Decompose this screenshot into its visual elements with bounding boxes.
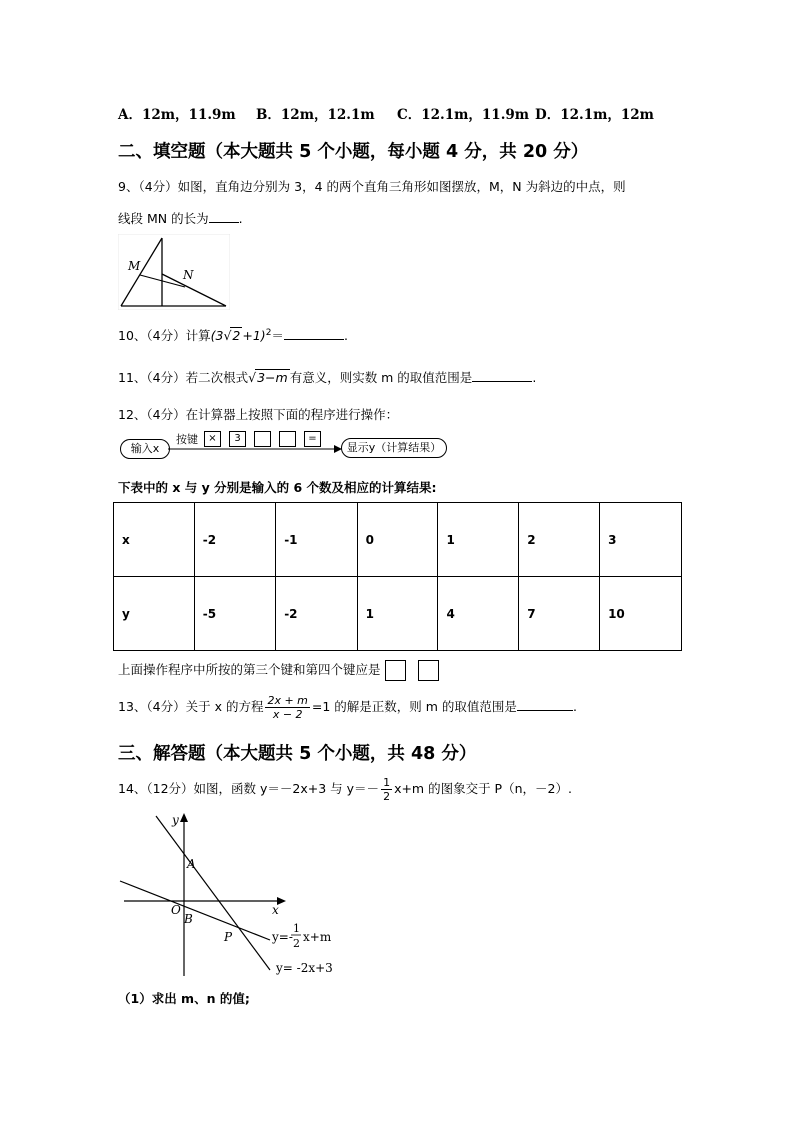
- cell-y-0: y: [114, 577, 195, 651]
- q9-figure: [118, 234, 230, 310]
- cell-x-2: -1: [276, 503, 357, 577]
- cell-y-5: 7: [519, 577, 600, 651]
- label-o: O: [171, 903, 181, 917]
- q10-answer-blank: [284, 327, 344, 340]
- q12-answer: [118, 660, 439, 681]
- q10-expr-close: +1): [242, 328, 266, 343]
- label-line1-den: 2: [293, 937, 300, 950]
- option-d: D．12.1m，12m: [535, 107, 654, 123]
- q12-table: [113, 502, 682, 651]
- label-y-axis: y: [172, 813, 179, 827]
- label-line1-a: y=-: [272, 930, 293, 944]
- q12-answer-box-1: [385, 660, 406, 681]
- q11-root-sign: √: [248, 370, 257, 385]
- q12-text: 12、（4分）在计算器上按照下面的程序进行操作：: [118, 407, 399, 422]
- q9-label-n: N: [183, 268, 194, 282]
- options-row: [118, 103, 654, 123]
- q10-equals: ＝: [271, 328, 284, 343]
- q14-text-b: x+m 的图象交于 P（n，－2）.: [394, 781, 572, 796]
- table-row-y: [114, 577, 682, 651]
- label-p: P: [224, 930, 233, 944]
- q13-text: 13、（4分）关于 x 的方程: [118, 699, 264, 714]
- q10-expr-open: (3: [210, 328, 224, 343]
- q9-line2: [118, 209, 243, 227]
- cell-x-1: -2: [194, 503, 275, 577]
- table-row-x: [114, 503, 682, 577]
- label-line1-num: 1: [293, 922, 300, 935]
- q13: [118, 694, 577, 721]
- q12-key-1: ×: [204, 431, 221, 447]
- q9-label-m: M: [128, 259, 141, 273]
- q13-frac-num: 2x + m: [267, 694, 308, 707]
- q9-answer-blank: [209, 210, 239, 223]
- line-y-neg2x-plus3: [156, 816, 270, 970]
- q12-answer-box-2: [418, 660, 439, 681]
- q11-end: .: [532, 370, 537, 385]
- q9-hypotenuse-right: [162, 274, 226, 306]
- y-axis-arrow: [180, 813, 188, 822]
- q10-text: 10、（4分）计算: [118, 328, 211, 343]
- q14-text-a: 14、（12分）如图，函数 y＝－2x+3 与 y＝－: [118, 781, 380, 796]
- cell-x-3: 0: [357, 503, 438, 577]
- q10-root-sign: √: [223, 328, 232, 343]
- cell-x-5: 2: [519, 503, 600, 577]
- q14-frac-num: 1: [383, 776, 391, 789]
- cell-y-2: -2: [276, 577, 357, 651]
- q12-desc: 下表中的 x 与 y 分别是输入的 6 个数及相应的计算结果:: [118, 480, 437, 495]
- label-line1-b: x+m: [303, 930, 332, 944]
- option-c: C．12.1m，11.9m: [397, 107, 530, 123]
- cell-x-4: 1: [438, 503, 519, 577]
- q11: [118, 368, 536, 386]
- cell-x-0: x: [114, 503, 195, 577]
- q10-end: .: [343, 328, 348, 343]
- q13-end: .: [572, 699, 577, 714]
- q11-text: 11、（4分）若二次根式: [118, 370, 249, 385]
- q9-end: .: [238, 211, 243, 226]
- line-y-neghalf-x-plus-m: [120, 881, 270, 940]
- q13-answer-blank: [517, 698, 573, 711]
- q12-press-label: 按键: [176, 433, 198, 446]
- q11-text2: 有意义，则实数 m 的取值范围是: [289, 370, 473, 385]
- q12-key-3: [254, 431, 271, 447]
- q13-fraction: [265, 694, 309, 721]
- q12-key-5: =: [304, 431, 321, 447]
- section-2-title: 二、填空题（本大题共 5 个小题，每小题 4 分，共 20 分）: [118, 142, 589, 162]
- q11-answer-blank: [472, 369, 532, 382]
- option-a: A．12m，11.9m: [118, 107, 236, 123]
- q10: [118, 326, 348, 344]
- q12-input-pill: 输入x: [120, 439, 170, 459]
- q12-key-4: [279, 431, 296, 447]
- q14-frac-den: 2: [383, 790, 391, 803]
- q11-radicand: 3−m: [257, 370, 288, 385]
- section-3-title: 三、解答题（本大题共 5 个小题，共 48 分）: [118, 744, 477, 764]
- cell-y-3: 1: [357, 577, 438, 651]
- label-line2: y= -2x+3: [276, 961, 333, 975]
- cell-y-6: 10: [600, 577, 682, 651]
- q13-frac-den: x − 2: [272, 708, 303, 721]
- cell-y-4: 4: [438, 577, 519, 651]
- q9-line1: 9、（4分）如图，直角边分别为 3，4 的两个直角三角形如图摆放，M，N 为斜边的中点，则: [118, 179, 626, 194]
- label-x-axis: x: [272, 903, 279, 917]
- q14-part1: （1）求出 m、n 的值;: [118, 991, 250, 1006]
- q10-radicand: 2: [232, 328, 241, 343]
- label-b: B: [184, 912, 193, 926]
- q12-answer-text: 上面操作程序中所按的第三个键和第四个键应是: [118, 662, 381, 677]
- q14: [118, 776, 572, 803]
- label-a: A: [187, 857, 196, 871]
- q9-line2-text: 线段 MN 的长为: [118, 211, 209, 226]
- q10-exponent: 2: [265, 327, 272, 338]
- cell-x-6: 3: [600, 503, 682, 577]
- option-b: B．12m，12.1m: [256, 107, 375, 123]
- q14-fraction: [381, 776, 392, 803]
- cell-y-1: -5: [194, 577, 275, 651]
- q13-eq: =1 的解是正数，则 m 的取值范围是: [311, 699, 517, 714]
- q14-figure: [118, 810, 350, 982]
- q12-output-pill: 显示y（计算结果）: [341, 438, 447, 458]
- q12-key-2: 3: [229, 431, 246, 447]
